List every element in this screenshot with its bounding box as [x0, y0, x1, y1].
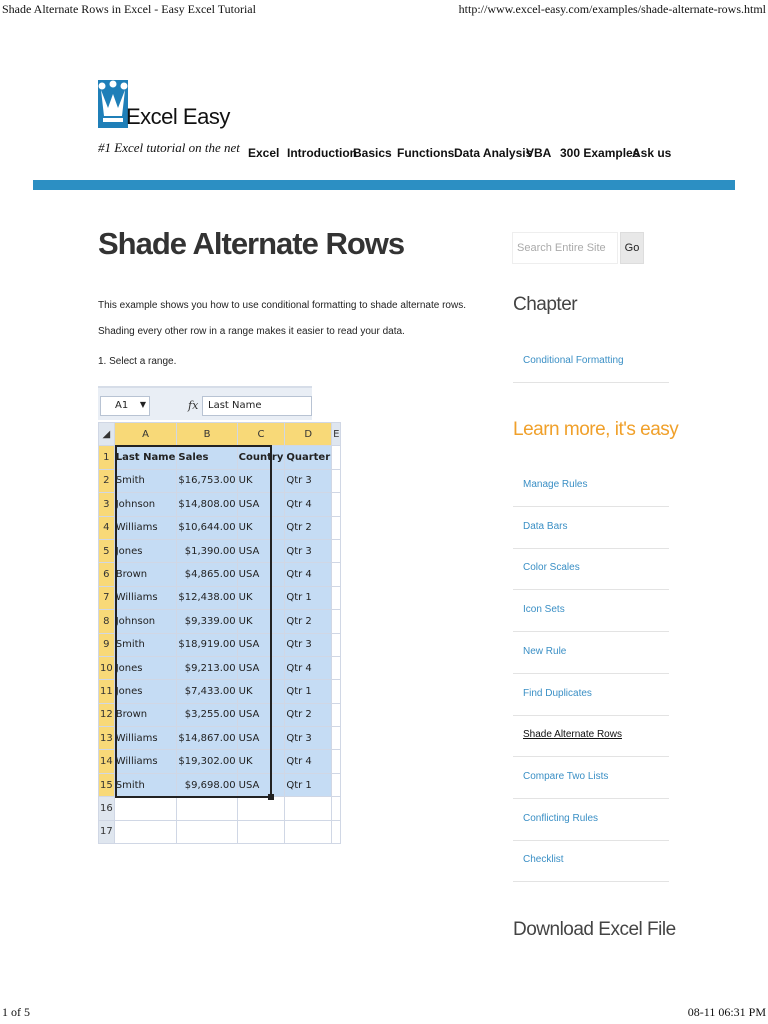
brand-tagline: #1 Excel tutorial on the net: [98, 140, 240, 155]
cell[interactable]: Johnson: [114, 493, 177, 516]
table-row: [99, 656, 341, 679]
cell[interactable]: Qtr 2: [285, 516, 332, 539]
excel-screenshot: [98, 386, 340, 846]
cell[interactable]: Country: [237, 446, 285, 469]
cell[interactable]: $9,698.00: [177, 773, 237, 796]
nav-300-examples[interactable]: 300 Examples: [560, 146, 640, 160]
sidebar-link[interactable]: Data Bars: [523, 521, 568, 532]
cell[interactable]: USA: [237, 633, 285, 656]
print-header-title: Shade Alternate Rows in Excel - Easy Excel Tutorial: [2, 2, 256, 16]
cell[interactable]: [177, 797, 237, 820]
cell[interactable]: $4,865.00: [177, 563, 237, 586]
column-header[interactable]: D: [285, 423, 332, 446]
cell[interactable]: $7,433.00: [177, 680, 237, 703]
nav-excel[interactable]: Excel: [248, 146, 280, 160]
table-row: [99, 586, 341, 609]
table-row: [99, 820, 341, 843]
table-row: [99, 680, 341, 703]
cell[interactable]: $16,753.00: [177, 469, 237, 492]
column-header[interactable]: A: [114, 423, 177, 446]
cell[interactable]: [285, 797, 332, 820]
cell[interactable]: UK: [237, 610, 285, 633]
cell[interactable]: [177, 820, 237, 843]
cell[interactable]: USA: [237, 703, 285, 726]
cell[interactable]: Quarter: [285, 446, 332, 469]
cell[interactable]: Qtr 4: [285, 493, 332, 516]
cell[interactable]: Jones: [114, 539, 177, 562]
intro-paragraph: This example shows you how to use conditional formatting to shade alternate rows. Shading every other row in a range makes it easier to read your data.: [98, 300, 466, 337]
nav-introduction[interactable]: Introduction: [287, 146, 357, 160]
row-header[interactable]: 4: [99, 516, 115, 539]
row-header[interactable]: 6: [99, 563, 115, 586]
cell[interactable]: UK: [237, 750, 285, 773]
cell[interactable]: [332, 633, 341, 656]
divider: [513, 798, 669, 799]
cell[interactable]: UK: [237, 680, 285, 703]
cell[interactable]: [332, 563, 341, 586]
cell[interactable]: [332, 680, 341, 703]
cell[interactable]: Last Name: [114, 446, 177, 469]
divider: [513, 881, 669, 882]
cell[interactable]: USA: [237, 773, 285, 796]
table-row: [99, 750, 341, 773]
divider: [513, 589, 669, 590]
table-row: [99, 516, 341, 539]
table-row: [99, 797, 341, 820]
divider: [513, 715, 669, 716]
learn-more-heading: Learn more, it's easy: [513, 419, 679, 440]
cell[interactable]: Smith: [114, 633, 177, 656]
cell[interactable]: $14,867.00: [177, 727, 237, 750]
cell[interactable]: Smith: [114, 773, 177, 796]
table-row: [99, 446, 341, 469]
divider: [513, 631, 669, 632]
cell[interactable]: USA: [237, 563, 285, 586]
cell[interactable]: Williams: [114, 516, 177, 539]
cell[interactable]: Jones: [114, 680, 177, 703]
row-header[interactable]: 7: [99, 586, 115, 609]
fill-handle[interactable]: [268, 794, 274, 800]
print-header-url: http://www.excel-easy.com/examples/shade-alternate-rows.html: [458, 2, 766, 16]
cell[interactable]: Qtr 3: [285, 539, 332, 562]
cell[interactable]: [332, 586, 341, 609]
cell[interactable]: Qtr 1: [285, 680, 332, 703]
chevron-down-icon[interactable]: ▼: [139, 400, 146, 409]
cell[interactable]: [114, 797, 177, 820]
divider: [513, 673, 669, 674]
cell[interactable]: USA: [237, 539, 285, 562]
row-header[interactable]: 16: [99, 797, 115, 820]
divider: [513, 548, 669, 549]
cell[interactable]: [332, 516, 341, 539]
cell[interactable]: Williams: [114, 750, 177, 773]
table-row: [99, 539, 341, 562]
cell[interactable]: [332, 469, 341, 492]
cell[interactable]: Qtr 2: [285, 610, 332, 633]
table-row: [99, 703, 341, 726]
cell[interactable]: USA: [237, 727, 285, 750]
fx-icon[interactable]: fx: [188, 399, 199, 412]
cell[interactable]: [332, 656, 341, 679]
cell[interactable]: UK: [237, 469, 285, 492]
go-button[interactable]: Go: [620, 232, 644, 264]
cell[interactable]: Jones: [114, 656, 177, 679]
row-header[interactable]: 14: [99, 750, 115, 773]
row-header[interactable]: 13: [99, 727, 115, 750]
sidebar-link[interactable]: Find Duplicates: [523, 688, 592, 699]
select-all-corner[interactable]: ◢: [99, 423, 115, 446]
cell[interactable]: Qtr 4: [285, 656, 332, 679]
row-header[interactable]: 11: [99, 680, 115, 703]
cell[interactable]: Qtr 4: [285, 750, 332, 773]
cell[interactable]: $14,808.00: [177, 493, 237, 516]
cell[interactable]: [332, 703, 341, 726]
nav-vba[interactable]: VBA: [526, 146, 552, 160]
cell[interactable]: $3,255.00: [177, 703, 237, 726]
table-row: [99, 563, 341, 586]
column-header-row: [99, 423, 341, 446]
cell[interactable]: Qtr 2: [285, 703, 332, 726]
print-footer-page: 1 of 5: [2, 1005, 30, 1019]
formula-input[interactable]: Last Name: [202, 396, 312, 416]
cell[interactable]: [332, 446, 341, 469]
cell[interactable]: Brown: [114, 703, 177, 726]
cell[interactable]: [114, 820, 177, 843]
cell[interactable]: Qtr 3: [285, 727, 332, 750]
table-row: [99, 610, 341, 633]
name-box-value: A1: [115, 400, 129, 411]
table-row: [99, 727, 341, 750]
step-1-text: 1. Select a range.: [98, 356, 177, 367]
row-header[interactable]: 15: [99, 773, 115, 796]
sidebar-link[interactable]: Compare Two Lists: [523, 771, 609, 782]
name-box[interactable]: [100, 396, 150, 416]
table-row: [99, 469, 341, 492]
cell[interactable]: Qtr 3: [285, 469, 332, 492]
cell[interactable]: USA: [237, 656, 285, 679]
table-row: [99, 633, 341, 656]
sidebar-link[interactable]: Color Scales: [523, 562, 580, 573]
brand-name[interactable]: Excel Easy: [126, 104, 230, 129]
row-header[interactable]: 10: [99, 656, 115, 679]
print-footer-datetime: 08-11 06:31 PM: [687, 1005, 766, 1019]
sidebar-link[interactable]: Conflicting Rules: [523, 813, 599, 824]
header-accent-bar: [33, 180, 735, 190]
cell[interactable]: [332, 820, 341, 843]
sidebar-link[interactable]: Icon Sets: [523, 604, 565, 615]
divider: [513, 840, 669, 841]
row-header[interactable]: 12: [99, 703, 115, 726]
cell[interactable]: UK: [237, 586, 285, 609]
cell[interactable]: Qtr 4: [285, 563, 332, 586]
cell[interactable]: Sales: [177, 446, 237, 469]
cell[interactable]: Qtr 1: [285, 586, 332, 609]
cell[interactable]: Brown: [114, 563, 177, 586]
sidebar-link[interactable]: Manage Rules: [523, 479, 588, 490]
chapter-link-conditional-formatting[interactable]: Conditional Formatting: [523, 355, 624, 366]
search-input[interactable]: Search Entire Site: [512, 232, 618, 264]
chapter-heading: Chapter: [513, 294, 578, 315]
row-header[interactable]: 8: [99, 610, 115, 633]
cell[interactable]: [332, 750, 341, 773]
row-header[interactable]: 1: [99, 446, 115, 469]
cell[interactable]: [332, 493, 341, 516]
cell[interactable]: $9,213.00: [177, 656, 237, 679]
cell[interactable]: Williams: [114, 586, 177, 609]
cell[interactable]: [332, 797, 341, 820]
column-header[interactable]: E: [332, 423, 341, 446]
cell[interactable]: UK: [237, 516, 285, 539]
cell[interactable]: $10,644.00: [177, 516, 237, 539]
sidebar-link[interactable]: Shade Alternate Rows: [523, 729, 622, 740]
divider: [513, 506, 669, 507]
cell[interactable]: $9,339.00: [177, 610, 237, 633]
cell[interactable]: $12,438.00: [177, 586, 237, 609]
divider: [513, 382, 669, 383]
column-header[interactable]: B: [177, 423, 237, 446]
row-header[interactable]: 5: [99, 539, 115, 562]
row-header[interactable]: 3: [99, 493, 115, 516]
cell[interactable]: Smith: [114, 469, 177, 492]
row-header[interactable]: 2: [99, 469, 115, 492]
download-heading: Download Excel File: [513, 919, 676, 940]
cell[interactable]: [237, 820, 285, 843]
table-row: [99, 773, 341, 796]
column-header[interactable]: C: [237, 423, 285, 446]
cell[interactable]: [332, 773, 341, 796]
excel-easy-logo-icon[interactable]: [98, 78, 128, 128]
nav-functions[interactable]: Functions: [397, 146, 455, 160]
cell[interactable]: [332, 610, 341, 633]
sidebar-link[interactable]: Checklist: [523, 854, 564, 865]
cell[interactable]: [332, 727, 341, 750]
cell[interactable]: $18,919.00: [177, 633, 237, 656]
cell[interactable]: USA: [237, 493, 285, 516]
sidebar-link[interactable]: New Rule: [523, 646, 567, 657]
table-row: [99, 493, 341, 516]
cell[interactable]: Johnson: [114, 610, 177, 633]
nav-data-analysis[interactable]: Data Analysis: [454, 146, 533, 160]
divider: [513, 756, 669, 757]
formula-bar: [98, 386, 312, 420]
cell[interactable]: [285, 820, 332, 843]
spreadsheet-grid: [98, 422, 341, 844]
nav-active-indicator: [552, 178, 622, 180]
nav-basics[interactable]: Basics: [353, 146, 392, 160]
cell[interactable]: Williams: [114, 727, 177, 750]
cell[interactable]: Qtr 1: [285, 773, 332, 796]
cell[interactable]: $1,390.00: [177, 539, 237, 562]
cell[interactable]: [332, 539, 341, 562]
cell[interactable]: [237, 797, 285, 820]
row-header[interactable]: 17: [99, 820, 115, 843]
row-header[interactable]: 9: [99, 633, 115, 656]
cell[interactable]: Qtr 3: [285, 633, 332, 656]
nav-ask-us[interactable]: Ask us: [632, 146, 672, 160]
cell[interactable]: $19,302.00: [177, 750, 237, 773]
page-title: Shade Alternate Rows: [98, 226, 405, 261]
